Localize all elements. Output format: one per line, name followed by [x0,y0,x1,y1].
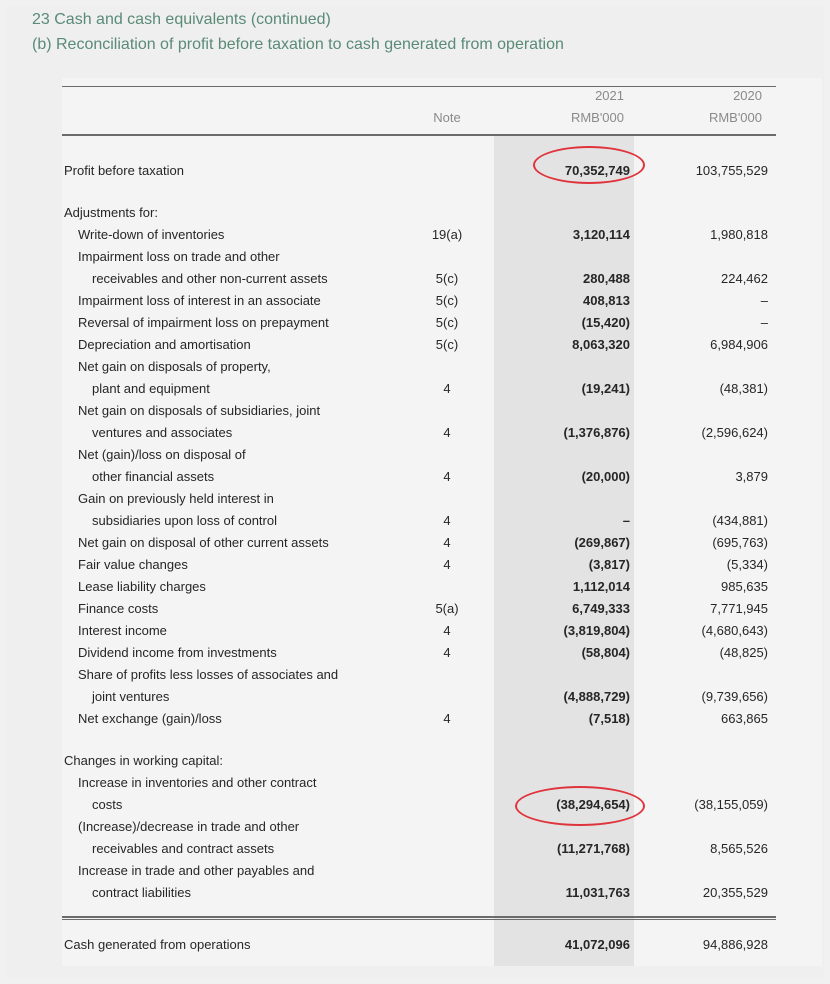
table-row [6,227,824,247]
row-value-2021: (4,888,729) [563,689,630,704]
row-note: 4 [443,623,451,638]
table-row [6,689,824,709]
table-row [6,381,824,401]
row-value-2020: (38,155,059) [694,797,768,812]
row-value-2020: (5,334) [726,557,768,572]
row-value-2021: (3,817) [588,557,630,572]
row-value-2020: – [760,293,768,308]
row-note: 5(c) [435,337,459,352]
row-value-2020: 103,755,529 [695,163,768,178]
table-row [6,601,824,621]
unit-2021-header: RMB'000 [570,110,624,125]
table-row [6,937,824,957]
annotation-circle-inventories [515,786,645,826]
table-row [6,667,824,687]
note-column-header: Note [433,110,461,125]
row-value-2020: 3,879 [735,469,768,484]
row-label: subsidiaries upon loss of control [92,513,277,528]
row-label: Profit before taxation [64,163,184,178]
table-row [6,359,824,379]
table-row [6,447,824,467]
row-note: 4 [443,381,451,396]
row-value-2020: 7,771,945 [710,601,768,616]
row-label: Net (gain)/loss on disposal of [78,447,246,462]
row-note: 4 [443,711,451,726]
row-value-2021: (20,000) [581,469,630,484]
row-label: Dividend income from investments [78,645,277,660]
table-row [6,271,824,291]
row-label: Net gain on disposal of other current assets [78,535,329,550]
row-label: Impairment loss of interest in an associate [78,293,321,308]
row-note: 4 [443,469,451,484]
row-label: Increase in inventories and other contract [78,775,317,790]
row-label: Gain on previously held interest in [78,491,274,506]
row-value-2020: (695,763) [712,535,768,550]
table-row [6,403,824,423]
row-note: 4 [443,425,451,440]
row-value-2021: (269,867) [574,535,630,550]
row-note: 4 [443,645,451,660]
table-row [6,315,824,335]
row-value-2020: 94,886,928 [702,937,768,952]
row-value-2021: (58,804) [581,645,630,660]
table-row [6,841,824,861]
row-value-2021: 11,031,763 [565,885,630,900]
table-row [6,337,824,357]
row-value-2021: 3,120,114 [572,227,630,242]
row-value-2021: 408,813 [583,293,630,308]
row-label: plant and equipment [92,381,210,396]
table-row [6,775,824,795]
table-row [6,885,824,905]
row-label: Changes in working capital: [64,753,223,768]
row-label: Adjustments for: [64,205,158,220]
row-value-2020: 663,865 [721,711,768,726]
row-value-2020: (434,881) [712,513,768,528]
table-row [6,293,824,313]
row-label: Net gain on disposals of property, [78,359,271,374]
header-rule [62,134,776,136]
row-value-2021: (19,241) [581,381,630,396]
row-label: Finance costs [78,601,159,616]
table-row [6,513,824,533]
table-row [6,819,824,839]
table-row [6,535,824,555]
row-label: Reversal of impairment loss on prepayment [78,315,329,330]
unit-2020-header: RMB'000 [708,110,762,125]
table-row [6,863,824,883]
table-row [6,579,824,599]
table-row [6,163,824,183]
row-label: contract liabilities [92,885,191,900]
row-value-2020: 20,355,529 [702,885,768,900]
row-value-2021: 8,063,320 [572,337,630,352]
section-subtitle: (b) Reconciliation of profit before taxation to cash generated from operation [32,36,564,53]
row-value-2020: (48,381) [719,381,768,396]
table-row [6,797,824,817]
subtotal-rule [62,916,776,918]
row-label: Net gain on disposals of subsidiaries, joint [78,403,321,418]
subtotal-rule-secondary [62,919,776,920]
table-top-rule [62,86,776,87]
row-value-2021: – [622,513,630,528]
row-note: 4 [443,557,451,572]
row-value-2021: 1,112,014 [572,579,630,594]
row-value-2020: 1,980,818 [710,227,768,242]
row-label: ventures and associates [92,425,233,440]
row-label: Fair value changes [78,557,188,572]
row-value-2020: 985,635 [721,579,768,594]
row-note: 5(c) [435,293,459,308]
year-2021-header: 2021 [595,88,624,103]
row-label: Share of profits less losses of associates and [78,667,339,682]
row-label: Cash generated from operations [64,937,251,952]
row-note: 4 [443,513,451,528]
document-page [6,6,824,978]
row-value-2020: (2,596,624) [701,425,768,440]
row-label: Impairment loss on trade and other [78,249,280,264]
table-row [6,645,824,665]
row-value-2020: 224,462 [721,271,768,286]
row-value-2021: 6,749,333 [572,601,630,616]
table-row [6,623,824,643]
row-value-2020: (9,739,656) [701,689,768,704]
table-row [6,491,824,511]
table-row [6,469,824,489]
row-value-2020: – [760,315,768,330]
row-value-2021: 41,072,096 [564,937,630,952]
row-label: receivables and contract assets [92,841,275,856]
row-note: 5(c) [435,271,459,286]
row-note: 4 [443,535,451,550]
table-row [6,711,824,731]
table-row [6,753,824,773]
row-label: Write-down of inventories [78,227,225,242]
row-value-2020: 6,984,906 [710,337,768,352]
row-value-2021: 70,352,749 [564,163,630,178]
row-value-2021: (1,376,876) [563,425,630,440]
row-value-2020: (48,825) [719,645,768,660]
row-label: Net exchange (gain)/loss [78,711,222,726]
row-value-2021: (11,271,768) [556,841,630,856]
year-2020-header: 2020 [733,88,762,103]
table-row [6,205,824,225]
row-label: joint ventures [92,689,170,704]
table-row [6,557,824,577]
row-label: receivables and other non-current assets [92,271,328,286]
row-value-2021: (3,819,804) [563,623,630,638]
row-value-2021: (15,420) [581,315,630,330]
row-note: 5(a) [435,601,459,616]
row-value-2021: (38,294,654) [556,797,630,812]
row-label: (Increase)/decrease in trade and other [78,819,300,834]
row-label: other financial assets [92,469,215,484]
row-note: 5(c) [435,315,459,330]
row-value-2020: (4,680,643) [701,623,768,638]
row-value-2021: (7,518) [588,711,630,726]
row-value-2020: 8,565,526 [710,841,768,856]
row-label: Lease liability charges [78,579,206,594]
row-label: Interest income [78,623,167,638]
row-label: costs [92,797,123,812]
row-label: Depreciation and amortisation [78,337,251,352]
section-title: 23 Cash and cash equivalents (continued) [32,11,331,28]
row-value-2021: 280,488 [583,271,630,286]
row-note: 19(a) [431,227,463,242]
annotation-circle-profit [533,146,645,184]
row-label: Increase in trade and other payables and [78,863,315,878]
table-row [6,425,824,445]
table-row [6,249,824,269]
